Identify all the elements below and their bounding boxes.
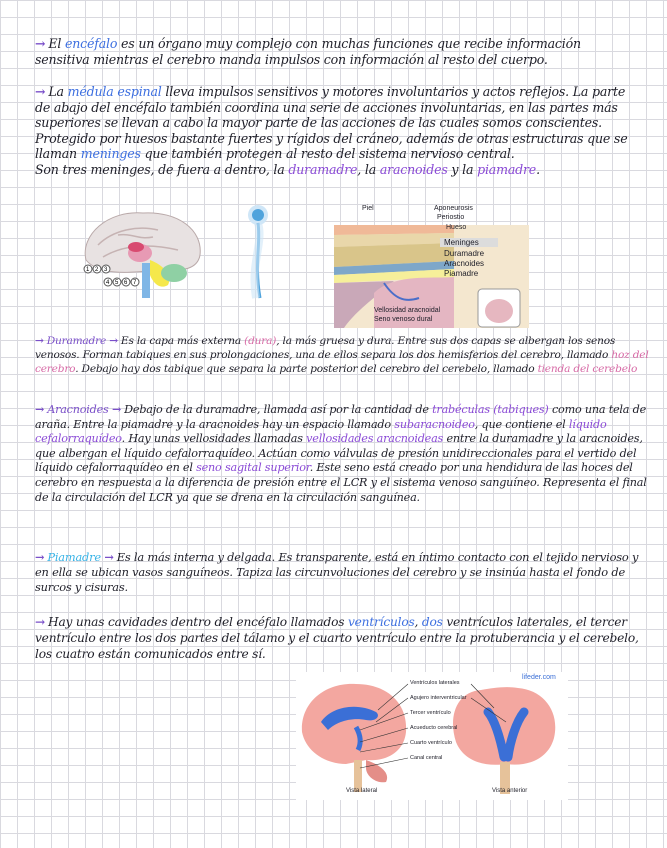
source-label: lifeder.com bbox=[522, 674, 556, 681]
paragraph-encefalo: → El encéfalo es un órgano muy complejo con muchas funciones que recibe información sensitiva mientras el cerebro manda impulsos con información al resto del cuerpo. bbox=[35, 36, 581, 67]
paragraph-medula: → La médula espinal lleva impulsos sensitivos y motores involuntarios y actos reflejos. La parte de abajo del encéfalo también coordina una serie de acciones involuntarias, en las partes más superiores se llevan a cabo la mayor parte de las acciones de las cuales somos conscientes. Protegido por huesos bastante fuertes y rígidos del cráneo, además de otras estructuras que se llaman meninges que también protegen al resto del sistema nervioso central. Son tres meninges, de fuera a dentro, la duramadre, la aracnoides y la piamadre. bbox=[35, 84, 628, 177]
label-aracnoides: Aracnoides bbox=[444, 259, 485, 268]
label-duramadre: Duramadre bbox=[444, 249, 485, 258]
label-tercer: Tercer ventrículo bbox=[410, 710, 451, 716]
svg-text:2: 2 bbox=[95, 267, 99, 273]
paragraph-piamadre: → Piamadre → Es la más interna y delgada. Es transparente, está en íntimo contacto con el tejido nervioso y en ella se ubican vasos sanguíneos. Tapiza las circunvoluciones del cerebro y se insinúa hasta el fondo de surcos y cisuras. bbox=[35, 550, 639, 594]
arrow-icon: → bbox=[35, 402, 45, 416]
term-tienda: tienda del cerebelo bbox=[537, 363, 638, 375]
label-seno: Seno venoso dural bbox=[374, 316, 433, 323]
svg-text:6: 6 bbox=[124, 280, 128, 286]
meninges-figure bbox=[334, 203, 529, 328]
paragraph-duramadre: → Duramadre → Es la capa más externa (dura), la más gruesa y dura. Entre sus dos capas se albergan los senos venosos. Forman tabiques en sus prolongaciones, una de ellos separa los dos hemisferios del cerebro, llamado hoz del cerebro. Debajo hay dos tabique que separa la parte posterior del cerebro del cerebelo, llamado tienda del cerebelo bbox=[35, 335, 649, 375]
arrow-icon: → bbox=[104, 550, 114, 564]
label-aponeurosis: Aponeurosis bbox=[434, 205, 473, 212]
term-encefalo: encéfalo bbox=[64, 36, 118, 51]
label-duramadre-section: Duramadre bbox=[46, 335, 107, 347]
term-subaracnoideo: subaracnoideo bbox=[394, 417, 475, 431]
svg-text:7: 7 bbox=[133, 280, 137, 286]
term-aracnoides: aracnoides bbox=[379, 161, 448, 177]
label-vista-lateral: Vista lateral bbox=[346, 788, 378, 794]
brain-sagittal-figure bbox=[78, 205, 208, 300]
term-medula: médula espinal bbox=[67, 84, 162, 99]
label-periostio: Periostio bbox=[437, 214, 465, 221]
term-seno-sagital: seno sagital superior bbox=[196, 461, 310, 475]
arrow-icon: → bbox=[35, 84, 46, 99]
paragraph-ventriculos: → Hay unas cavidades dentro del encéfalo llamados ventrículos, dos ventrículos laterales, el tercer ventrículo entre los dos partes del tálamo y el cuarto ventrículo entre la protuberancia y el cerebelo, los cuatro están comunicados entre sí. bbox=[35, 615, 639, 661]
arrow-icon: → bbox=[35, 36, 46, 51]
term-dura: (dura) bbox=[244, 335, 277, 347]
label-canal: Canal central bbox=[410, 755, 443, 761]
label-vista-anterior: Vista anterior bbox=[492, 788, 528, 794]
label-cuarto: Cuarto ventrículo bbox=[410, 740, 452, 746]
arrow-icon: → bbox=[35, 335, 44, 347]
term-lcr: líquido cefalorraquídeo bbox=[35, 417, 607, 446]
term-hoz: hoz del cerebro bbox=[35, 349, 649, 375]
svg-text:1: 1 bbox=[86, 267, 90, 273]
label-hueso: Hueso bbox=[446, 224, 467, 231]
arrow-icon: → bbox=[35, 615, 46, 629]
term-meninges: meninges bbox=[80, 146, 141, 161]
label-piamadre-section: Piamadre bbox=[47, 550, 101, 564]
label-vent-laterales: Ventrículos laterales bbox=[410, 680, 460, 686]
label-piel: Piel bbox=[362, 205, 374, 212]
term-dos: dos bbox=[421, 615, 443, 629]
svg-text:4: 4 bbox=[106, 280, 110, 286]
term-vellosidades: vellosidades aracnoideas bbox=[306, 432, 444, 446]
arrow-icon: → bbox=[109, 335, 118, 347]
label-aracnoides-section: Aracnoides bbox=[47, 403, 109, 416]
arrow-icon: → bbox=[111, 402, 122, 416]
label-piamadre: Piamadre bbox=[444, 269, 479, 278]
ventricles-figure bbox=[296, 672, 568, 800]
label-agujero: Agujero interventricular bbox=[410, 695, 467, 701]
term-duramadre: duramadre bbox=[288, 161, 358, 177]
label-meninges: Meninges bbox=[440, 238, 498, 247]
label-acueducto: Acueducto cerebral bbox=[410, 725, 458, 731]
svg-text:5: 5 bbox=[115, 280, 119, 286]
term-ventriculos: ventrículos bbox=[347, 615, 415, 629]
arrow-icon: → bbox=[35, 550, 45, 564]
label-vellosidad: Vellosidad aracnoidal bbox=[374, 307, 441, 314]
term-trabeculas: trabéculas (tabiques) bbox=[432, 403, 549, 416]
paragraph-aracnoides: → Aracnoides → Debajo de la duramadre, llamada así por la cantidad de trabéculas (tabiques) como una tela de araña. Entre la piamadre y la aracnoides hay un espacio llamado subaracnoideo, que contiene el líquido cefalorraquídeo. Hay unas vellosidades llamadas vellosidades aracnoideas entre la duramadre y la aracnoides, que albergan el líquido cefalorraquídeo. Actúan como válvulas de presión unidireccionales para el vertido del líquido cefalorraquídeo en el seno sagital superior. Este seno está creado por una hendidura de las hoces del cerebro en respuesta a la diferencia de presión entre el LCR y el sistema venoso sanguíneo. Representa el final de la circulación del LCR ya que se drena en la circulación sanguínea. bbox=[35, 402, 647, 504]
spinal-cord-figure bbox=[238, 203, 278, 303]
term-piamadre: piamadre bbox=[477, 161, 537, 177]
svg-text:3: 3 bbox=[104, 267, 108, 273]
